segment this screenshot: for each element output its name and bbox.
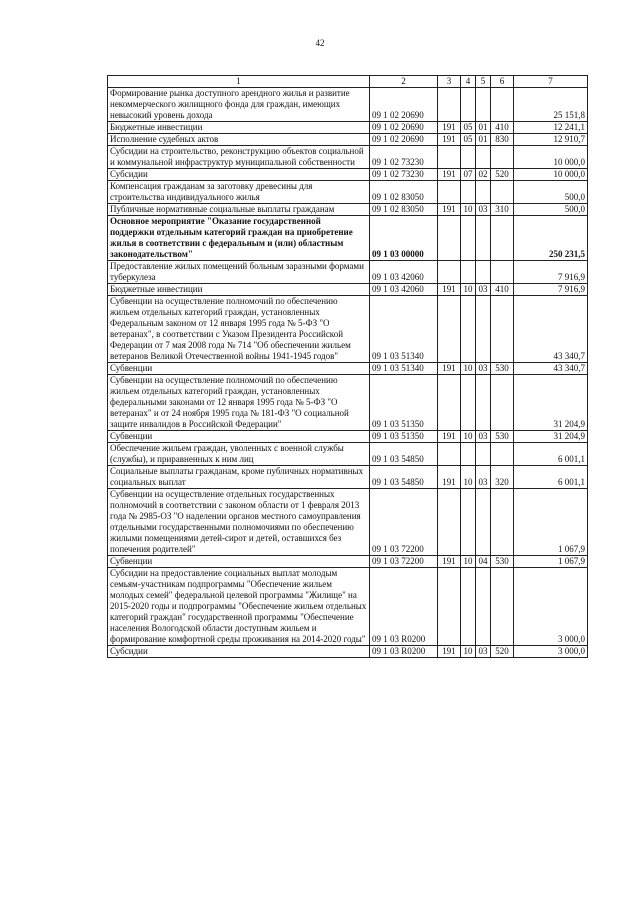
row-code: 09 1 03 54850	[370, 443, 438, 466]
row-ministry: 191	[438, 466, 461, 489]
row-amount: 43 340,7	[514, 296, 588, 363]
row-code: 09 1 03 42060	[370, 261, 438, 284]
row-name: Основное мероприятие "Оказание государственной поддержки отдельным категорий граждан на приобретение жилья в соответствии с федеральным и (или) областным законодательством"	[108, 216, 370, 261]
row-subsection: 03	[476, 646, 491, 658]
row-ministry	[438, 489, 461, 556]
row-expense-type	[491, 375, 514, 431]
table-row	[108, 556, 588, 568]
row-section: 05	[461, 122, 476, 134]
column-header: 5	[476, 76, 491, 88]
row-ministry	[438, 261, 461, 284]
row-code: 09 1 03 54850	[370, 466, 438, 489]
row-amount: 250 231,5	[514, 216, 588, 261]
row-subsection: 02	[476, 169, 491, 181]
row-code: 09 1 03 51350	[370, 375, 438, 431]
row-name: Субвенции	[108, 556, 370, 568]
row-section: 10	[461, 431, 476, 443]
row-subsection: 01	[476, 134, 491, 146]
row-expense-type	[491, 216, 514, 261]
row-subsection	[476, 296, 491, 363]
row-expense-type: 310	[491, 204, 514, 216]
row-ministry	[438, 296, 461, 363]
table-row	[108, 443, 588, 466]
row-code: 09 1 03 00000	[370, 216, 438, 261]
row-expense-type	[491, 261, 514, 284]
row-code: 09 1 03 72200	[370, 489, 438, 556]
row-subsection: 03	[476, 363, 491, 375]
row-amount: 10 000,0	[514, 169, 588, 181]
row-section: 07	[461, 169, 476, 181]
row-amount: 500,0	[514, 181, 588, 204]
row-name: Субсидии на предоставление социальных выплат молодым семьям-участникам подпрограммы "Обеспечение жильем молодых семей" федеральной целевой программы "Жилище" на 2015-2020 годы и подпрограммы "Обеспечение жильем отдельных категорий граждан" государственной программы "Обеспечение населения Вологодской области доступным жильем и формирование комфортной среды проживания на 2014-2020 годы"	[108, 568, 370, 646]
table-row	[108, 284, 588, 296]
row-code: 09 1 03 51350	[370, 431, 438, 443]
row-amount: 500,0	[514, 204, 588, 216]
column-header: 3	[438, 76, 461, 88]
row-section: 10	[461, 284, 476, 296]
row-ministry: 191	[438, 134, 461, 146]
row-section: 10	[461, 204, 476, 216]
table-row	[108, 216, 588, 261]
budget-table	[107, 75, 588, 658]
row-expense-type	[491, 443, 514, 466]
row-section	[461, 296, 476, 363]
row-section: 10	[461, 363, 476, 375]
row-code: 09 1 03 42060	[370, 284, 438, 296]
row-subsection	[476, 146, 491, 169]
row-section	[461, 375, 476, 431]
row-section: 05	[461, 134, 476, 146]
row-name: Формирование рынка доступного арендного жилья и развитие некоммерческого жилищного фонда для граждан, имеющих невысокий уровень дохода	[108, 88, 370, 122]
row-amount: 10 000,0	[514, 146, 588, 169]
row-name: Бюджетные инвестиции	[108, 284, 370, 296]
row-section: 10	[461, 556, 476, 568]
row-expense-type: 530	[491, 556, 514, 568]
row-name: Социальные выплаты гражданам, кроме публичных нормативных социальных выплат	[108, 466, 370, 489]
table-row	[108, 489, 588, 556]
row-subsection	[476, 375, 491, 431]
row-amount: 6 001,1	[514, 443, 588, 466]
row-code: 09 1 02 83050	[370, 204, 438, 216]
row-name: Субвенции на осуществление полномочий по обеспечению жильем отдельных категорий граждан, установленных Федеральным законом от 12 января 1995 года № 5-ФЗ "О ветеранах", в соответствии с Указом Президента Российской Федерации от 7 мая 2008 года № 714 "Об обеспечении жильем ветеранов Великой Отечественной войны 1941-1945 годов"	[108, 296, 370, 363]
row-subsection	[476, 489, 491, 556]
row-amount: 12 910,7	[514, 134, 588, 146]
row-code: 09 1 02 73230	[370, 146, 438, 169]
row-name: Субвенции	[108, 363, 370, 375]
row-ministry: 191	[438, 363, 461, 375]
row-subsection: 01	[476, 122, 491, 134]
row-subsection: 03	[476, 466, 491, 489]
row-section	[461, 568, 476, 646]
row-name: Субсидии на строительство, реконструкцию объектов социальной и коммунальной инфраструктур муниципальной собственности	[108, 146, 370, 169]
row-amount: 31 204,9	[514, 431, 588, 443]
table-row	[108, 646, 588, 658]
row-amount: 6 001,1	[514, 466, 588, 489]
row-ministry: 191	[438, 204, 461, 216]
row-amount: 12 241,1	[514, 122, 588, 134]
table-row	[108, 122, 588, 134]
row-subsection	[476, 568, 491, 646]
row-name: Публичные нормативные социальные выплаты гражданам	[108, 204, 370, 216]
row-ministry: 191	[438, 284, 461, 296]
row-code: 09 1 03 R0200	[370, 646, 438, 658]
row-expense-type	[491, 146, 514, 169]
row-expense-type: 830	[491, 134, 514, 146]
row-section	[461, 443, 476, 466]
row-expense-type: 530	[491, 431, 514, 443]
row-code: 09 1 03 51340	[370, 296, 438, 363]
row-amount: 43 340,7	[514, 363, 588, 375]
row-expense-type: 410	[491, 284, 514, 296]
row-name: Субсидии	[108, 646, 370, 658]
table-row	[108, 261, 588, 284]
row-ministry	[438, 216, 461, 261]
row-expense-type: 520	[491, 646, 514, 658]
table-row	[108, 431, 588, 443]
row-ministry: 191	[438, 169, 461, 181]
row-expense-type	[491, 296, 514, 363]
page-number: 42	[315, 38, 325, 48]
row-code: 09 1 02 20690	[370, 88, 438, 122]
row-section	[461, 181, 476, 204]
column-header: 7	[514, 76, 588, 88]
row-subsection	[476, 443, 491, 466]
row-name: Субвенции на осуществление отдельных государственных полномочий в соответствии с законом области от 1 февраля 2013 года № 2985-ОЗ "О наделении органов местного самоуправления отдельными государственными полномочиями по обеспечению жилыми помещениями детей-сирот и детей, оставшихся без попечения родителей"	[108, 489, 370, 556]
table-row	[108, 134, 588, 146]
row-section: 10	[461, 646, 476, 658]
row-code: 09 1 02 20690	[370, 122, 438, 134]
row-expense-type	[491, 181, 514, 204]
row-amount: 25 151,8	[514, 88, 588, 122]
row-code: 09 1 03 51340	[370, 363, 438, 375]
row-amount: 3 000,0	[514, 568, 588, 646]
row-ministry	[438, 181, 461, 204]
column-header: 4	[461, 76, 476, 88]
table-row	[108, 568, 588, 646]
row-ministry: 191	[438, 646, 461, 658]
row-section	[461, 489, 476, 556]
row-code: 09 1 02 20690	[370, 134, 438, 146]
row-section	[461, 88, 476, 122]
row-expense-type: 530	[491, 363, 514, 375]
row-name: Обеспечение жильем граждан, уволенных с военной службы (службы), и приравненных к ним лиц	[108, 443, 370, 466]
row-amount: 7 916,9	[514, 261, 588, 284]
row-ministry: 191	[438, 556, 461, 568]
row-name: Бюджетные инвестиции	[108, 122, 370, 134]
row-subsection	[476, 88, 491, 122]
row-expense-type: 520	[491, 169, 514, 181]
table-row	[108, 88, 588, 122]
table-row	[108, 169, 588, 181]
row-subsection	[476, 216, 491, 261]
row-ministry	[438, 375, 461, 431]
row-amount: 7 916,9	[514, 284, 588, 296]
row-expense-type	[491, 568, 514, 646]
column-header: 2	[370, 76, 438, 88]
row-section	[461, 146, 476, 169]
row-name: Субвенции	[108, 431, 370, 443]
row-subsection	[476, 181, 491, 204]
column-header: 1	[108, 76, 370, 88]
row-name: Предоставление жилых помещений больным заразными формами туберкулеза	[108, 261, 370, 284]
row-code: 09 1 02 83050	[370, 181, 438, 204]
row-section: 10	[461, 466, 476, 489]
row-code: 09 1 02 73230	[370, 169, 438, 181]
row-amount: 3 000,0	[514, 646, 588, 658]
table-row	[108, 181, 588, 204]
row-ministry	[438, 88, 461, 122]
row-amount: 1 067,9	[514, 489, 588, 556]
row-expense-type	[491, 489, 514, 556]
row-ministry	[438, 443, 461, 466]
row-ministry: 191	[438, 431, 461, 443]
row-name: Субсидии	[108, 169, 370, 181]
row-name: Исполнение судебных актов	[108, 134, 370, 146]
column-header: 6	[491, 76, 514, 88]
row-amount: 31 204,9	[514, 375, 588, 431]
row-subsection: 03	[476, 204, 491, 216]
table-row	[108, 363, 588, 375]
table-row	[108, 204, 588, 216]
table-row	[108, 375, 588, 431]
table-header-row	[108, 76, 588, 88]
table-row	[108, 466, 588, 489]
row-subsection: 04	[476, 556, 491, 568]
row-expense-type	[491, 88, 514, 122]
row-section	[461, 261, 476, 284]
row-section	[461, 216, 476, 261]
row-subsection	[476, 261, 491, 284]
row-expense-type: 410	[491, 122, 514, 134]
row-code: 09 1 03 72200	[370, 556, 438, 568]
table-row	[108, 296, 588, 363]
row-code: 09 1 03 R0200	[370, 568, 438, 646]
row-name: Компенсация гражданам за заготовку древесины для строительства индивидуального жилья	[108, 181, 370, 204]
row-subsection: 03	[476, 431, 491, 443]
row-subsection: 03	[476, 284, 491, 296]
row-name: Субвенции на осуществление полномочий по обеспечению жильем отдельных категорий граждан, установленных федеральными законами от 12 января 1995 года № 5-ФЗ "О ветеранах" и от 24 ноября 1995 года № 181-ФЗ "О социальной защите инвалидов в Российской Федерации"	[108, 375, 370, 431]
row-ministry: 191	[438, 122, 461, 134]
row-amount: 1 067,9	[514, 556, 588, 568]
row-ministry	[438, 146, 461, 169]
row-expense-type: 320	[491, 466, 514, 489]
table-row	[108, 146, 588, 169]
row-ministry	[438, 568, 461, 646]
